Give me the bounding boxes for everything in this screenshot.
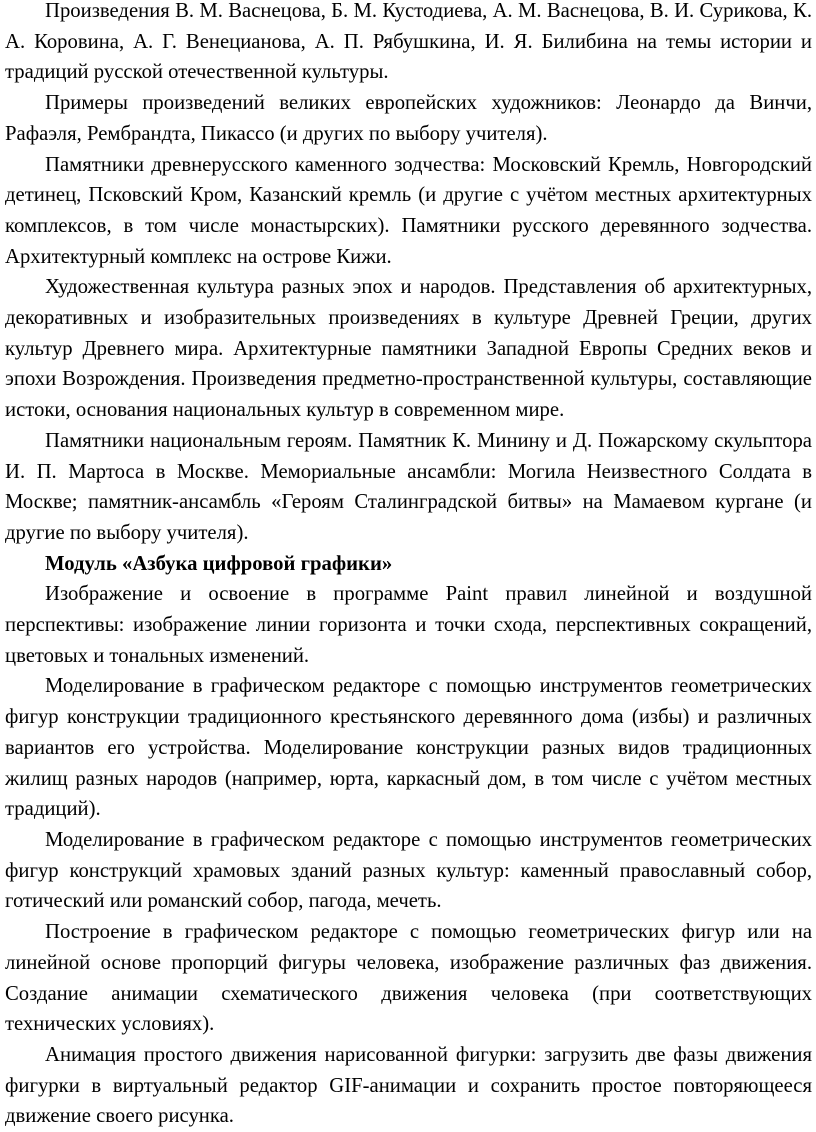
paragraph-paint-perspective: Изображение и освоение в программе Paint правил линейной и воздушной перспективы: изображение линии горизонта и точки схода, перспективных сокращений, цветовых и тональных изменений. [5,583,812,667]
paragraph-national-heroes-monuments: Памятники национальным героям. Памятник К. Минину и Д. Пожарскому скульптора И. П. Мартоса в Москве. Мемориальные ансамбли: Могила Неизвестного Солдата в Москве; памятник-ансамбль «Героям Сталинградской битвы» на Мамаевом кургане (и другие по выбору учителя). [5,429,812,544]
paragraph-modeling-temples: Моделирование в графическом редакторе с помощью инструментов геометрических фигур конструкций храмовых зданий разных культур: каменный православный собор, готический или романский собор, пагода, мечеть. [5,828,812,913]
paragraph-modeling-house: Моделирование в графическом редакторе с помощью инструментов геометрических фигур конструкции традиционного крестьянского деревянного дома (избы) и различных вариантов его устройства. Моделирование конструкции разных видов традиционных жилищ разных народов (например, юрта, каркасный дом, в том числе с учётом местных традиций). [5,675,812,821]
paragraph-russian-painters: Произведения В. М. Васнецова, Б. М. Кустодиева, А. М. Васнецова, В. И. Сурикова, К. А. Коровина, А. Г. Венецианова, А. П. Рябушкина, И. Я. Билибина на темы истории и традиций русской отечественной культуры. [5,0,812,84]
module-heading: Модуль «Азбука цифровой графики» [45,552,393,575]
paragraph-european-artists: Примеры произведений великих европейских художников: Леонардо да Винчи, Рафаэля, Рембрандта, Пикассо (и других по выбору учителя). [5,92,812,145]
paragraph-art-culture-epochs: Художественная культура разных эпох и народов. Представления об архитектурных, декоративных и изобразительных произведениях в культуре Древней Греции, других культур Древнего мира. Архитектурные памятники Западной Европы Средних веков и эпохи Возрождения. Произведения предметно-пространственной культуры, составляющие истоки, основания национальных культур в современном мире. [5,276,812,422]
paragraph-human-figure: Построение в графическом редакторе с помощью геометрических фигур или на линейной основе пропорций фигуры человека, изображение различных фаз движения. Создание анимации схематического движения человека (при соответствующих технических условиях). [5,921,812,1036]
paragraph-gif-animation: Анимация простого движения нарисованной фигурки: загрузить две фазы движения фигурки в виртуальный редактор GIF-анимации и сохранить простое повторяющееся движение своего рисунка. [5,1043,812,1128]
paragraph-stone-architecture: Памятники древнерусского каменного зодчества: Московский Кремль, Новгородский детинец, Псковский Кром, Казанский кремль (и другие с учётом местных архитектурных комплексов, в том числе монастырских). Памятники русского деревянного зодчества. Архитектурный комплекс на острове Кижи. [5,153,812,268]
